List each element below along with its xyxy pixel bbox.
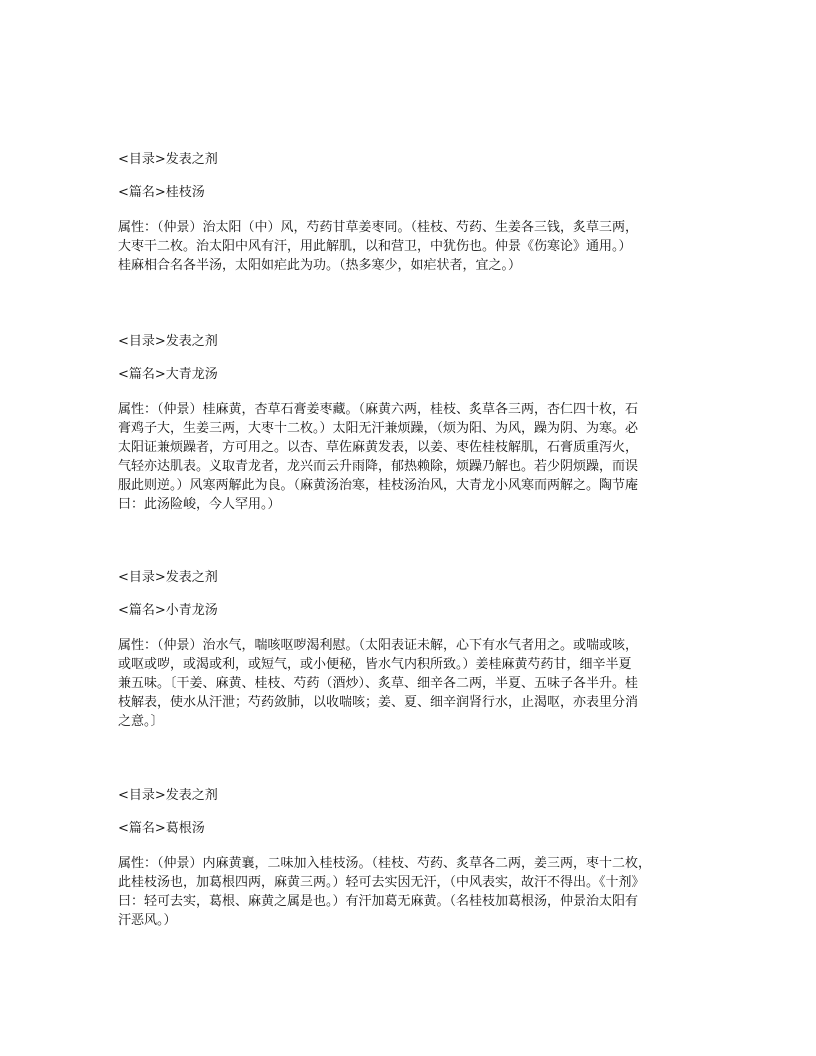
body-line: 兼五味。〔干姜、麻黄、桂枝、芍药（酒炒）、炙草、细辛各二两，半夏、五味子各半升。桂 — [118, 676, 639, 691]
category-heading: <目录>发表之剂 — [118, 570, 218, 585]
body-line: 桂麻相合名各半汤，太阳如疟此为功。（热多寒少，如疟状者，宜之。） — [118, 258, 522, 273]
body-line: 之意。〕 — [118, 714, 164, 729]
category-heading: <目录>发表之剂 — [118, 334, 218, 349]
title-heading: <篇名>小青龙汤 — [118, 603, 218, 618]
body-line: 大枣干二枚。治太阳中风有汗，用此解肌，以和营卫，中犹伤也。仲景《伤寒论》通用。） — [118, 239, 632, 254]
body-line: 曰：此汤险峻，今人罕用。） — [118, 497, 281, 512]
title-heading: <篇名>桂枝汤 — [118, 185, 205, 200]
entry-body — [118, 218, 698, 275]
body-line: 属性：（仲景）治太阳（中）风，芍药甘草姜枣同。（桂枝、芍药、生姜各三钱，炙草三两， — [118, 220, 639, 235]
entry-body — [118, 854, 698, 930]
body-line: 太阳证兼烦躁者，方可用之。以杏、草佐麻黄发表，以姜、枣佐桂枝解肌，石膏质重泻火， — [118, 440, 639, 455]
body-line: 属性：（仲景）内麻黄襄，二味加入桂枝汤。（桂枝、芍药、炙草各二两，姜三两，枣十二枚， — [118, 856, 652, 871]
category-heading: <目录>发表之剂 — [118, 152, 218, 167]
body-line: 服此则逆。）风寒两解此为良。（麻黄汤治寒，桂枝汤治风，大青龙小风寒而两解之。陶节庵 — [118, 478, 639, 493]
title-heading: <篇名>葛根汤 — [118, 821, 205, 836]
body-line: 此桂枝汤也，加葛根四两，麻黄三两。）轻可去实因无汗，（中风表实，故汗不得出。《十剂》 — [118, 875, 645, 890]
entry-body — [118, 636, 698, 731]
body-line: 气轻亦达肌表。义取青龙者，龙兴而云升雨降，郁热赖除，烦躁乃解也。若少阴烦躁，而误 — [118, 459, 639, 474]
body-line: 或呕或哕，或渴或利，或短气，或小便秘，皆水气内积所致。）姜桂麻黄芍药甘，细辛半夏 — [118, 657, 632, 672]
entry-body — [118, 400, 698, 514]
body-line: 属性：（仲景）治水气，喘咳呕哕渴利慰。（太阳表证未解，心下有水气者用之。或喘或咳， — [118, 638, 639, 653]
title-heading: <篇名>大青龙汤 — [118, 367, 218, 382]
body-line: 属性：（仲景）桂麻黄，杏草石膏姜枣藏。（麻黄六两，桂枝、炙草各三两，杏仁四十枚，石 — [118, 402, 639, 417]
body-line: 汗恶风。） — [118, 913, 177, 928]
category-heading: <目录>发表之剂 — [118, 788, 218, 803]
body-line: 枝解表，使水从汗泄；芍药敛肺，以收喘咳；姜、夏、细辛润肾行水，止渴呕，亦表里分消 — [118, 695, 639, 710]
body-line: 膏鸡子大，生姜三两，大枣十二枚。）太阳无汗兼烦躁，（烦为阳、为风，躁为阴、为寒。必 — [118, 421, 639, 436]
body-line: 曰：轻可去实，葛根、麻黄之属是也。）有汗加葛无麻黄。（名桂枝加葛根汤，仲景治太阳有 — [118, 894, 639, 909]
